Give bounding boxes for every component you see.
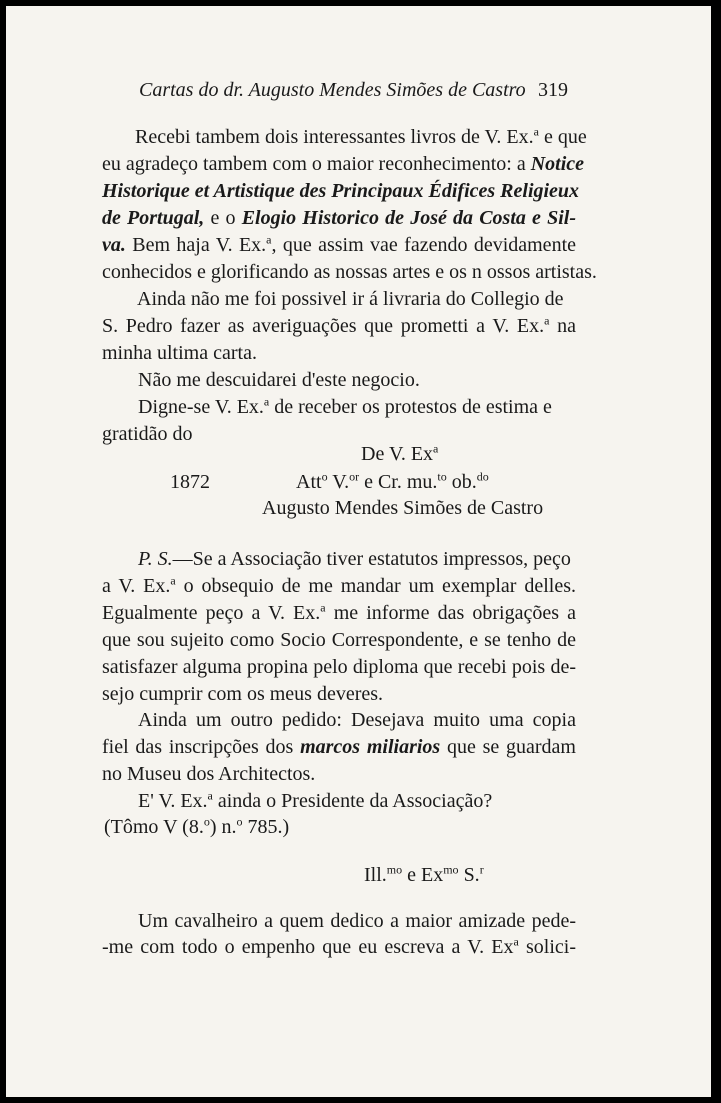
book-title: Notice bbox=[530, 153, 585, 175]
source-reference: (Tômo V (8.$^o$) n.$^o$ 785.) bbox=[104, 814, 290, 838]
text-line: que sou sujeito como Socio Correspondente, e se tenho de bbox=[102, 629, 576, 651]
text-line: a V. Ex.$^a$ o obsequio de me mandar um exemplar delles. bbox=[102, 573, 576, 597]
text-line: de Portugal, e o Elogio Historico de José da Costa e Sil- bbox=[102, 207, 576, 229]
text-line: E' V. Ex.$^a$ ainda o Presidente da Associação? bbox=[138, 788, 493, 812]
text-line: Ainda não me foi possivel ir á livraria do Collegio de bbox=[137, 288, 564, 310]
text-line: va. Bem haja V. Ex.$^a$, que assim vae fazendo devidamente bbox=[102, 232, 576, 256]
text-line: Recebi tambem dois interessantes livros de V. Ex.$^a$ e que bbox=[135, 124, 587, 148]
salutation: Ill.$^{mo}$ e $Ex^{mo}$ S.$^r$ bbox=[364, 862, 484, 886]
text-line: Um cavalheiro a quem dedico a maior amizade pede- bbox=[138, 910, 576, 932]
text-line: fiel das inscripções dos marcos miliarios que se guardam bbox=[102, 736, 576, 758]
book-title: de Portugal, bbox=[102, 207, 205, 229]
text-line: no Museu dos Architectos. bbox=[102, 763, 316, 785]
inscription-title: marcos miliarios bbox=[300, 736, 441, 758]
text-line: P. S.—Se a Associação tiver estatutos impressos, peço bbox=[138, 548, 571, 570]
text-line: -me com todo o empenho que eu escreva a V. Ex$^a$ solici- bbox=[102, 934, 576, 958]
book-title: Elogio Historico de José da Costa e Sil- bbox=[241, 207, 576, 229]
ps-label: P. S. bbox=[138, 548, 173, 570]
text-line: gratidão do bbox=[102, 423, 193, 445]
book-title: va. bbox=[102, 234, 126, 256]
text-line: Digne-se V. Ex.$^a$ de receber os protestos de estima e bbox=[138, 394, 552, 418]
text-line: sejo cumprir com os meus deveres. bbox=[102, 683, 384, 705]
text-line: Egualmente peço a V. Ex.$^a$ me informe das obrigações a bbox=[102, 600, 576, 624]
text-line: eu agradeço tambem com o maior reconhecimento: a Notice bbox=[102, 153, 585, 175]
letter-year: 1872 bbox=[170, 471, 210, 493]
closing-line: De V. Ex$^a$ bbox=[361, 441, 439, 465]
text-line: Ainda um outro pedido: Desejava muito uma copia bbox=[138, 709, 576, 731]
text-line bbox=[102, 179, 580, 203]
text-line: S. Pedro fazer as averiguações que prometti a V. Ex.$^a$ na bbox=[102, 313, 576, 337]
text-line: Não me descuidarei d'este negocio. bbox=[138, 369, 420, 391]
running-header-title: Cartas do dr. Augusto Mendes Simões de Castro bbox=[139, 79, 526, 101]
book-page bbox=[6, 6, 711, 1097]
closing-line: Att$^o$ V.$^{or}$ e Cr. mu.$^{to}$ ob.$^{do}$ bbox=[296, 469, 489, 493]
text-line: conhecidos e glorificando as nossas artes e os n ossos artistas. bbox=[102, 261, 597, 283]
signature: Augusto Mendes Simões de Castro bbox=[262, 497, 544, 519]
book-title: Historique et Artistique des Principaux Édifices Religieux bbox=[102, 180, 580, 202]
text-line: minha ultima carta. bbox=[102, 342, 257, 364]
page-number: 319 bbox=[538, 79, 568, 101]
text-line: satisfazer alguma propina pelo diploma que recebi pois de- bbox=[102, 656, 576, 678]
